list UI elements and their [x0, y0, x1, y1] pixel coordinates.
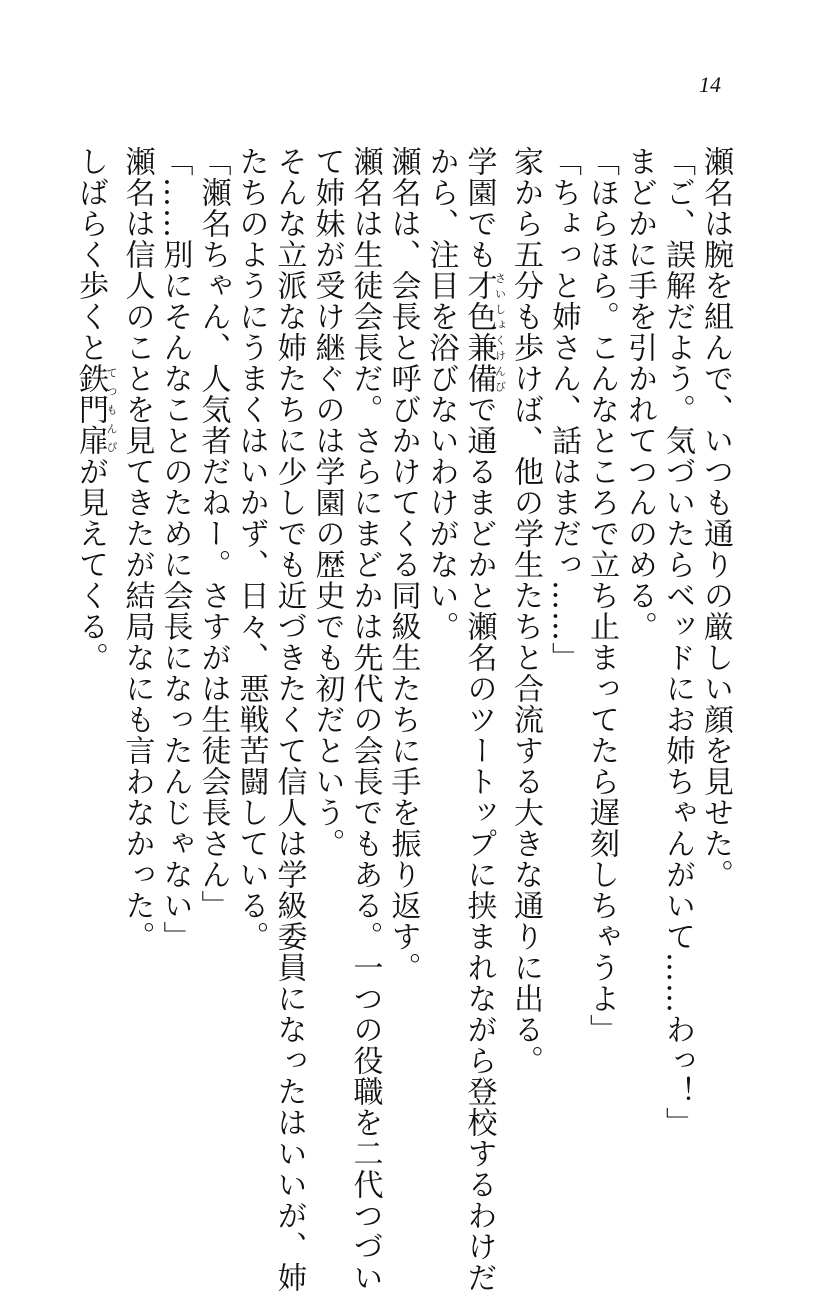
page-number: 14 — [699, 72, 721, 97]
text-line: 「瀬名ちゃん、人気者だねー。さすがは生徒会長さん」 — [195, 146, 231, 921]
text-line: 「ほらほら。こんなところで立ち止まってたら遅刻しちゃうよ」 — [584, 146, 619, 1045]
text-line: 家から五分も歩けば、他の学生たちと合流する大きな通りに出る。 — [508, 146, 543, 1076]
ruby-annotation — [461, 270, 507, 394]
text-line: 瀬名は、会長と呼びかけてくる同級生たちに手を振り返す。 — [385, 146, 421, 983]
text-line: 瀬名は腕を組んで、いつも通りの厳しい顔を見せた。 — [698, 146, 733, 890]
text-line: 「ちょっと姉さん、話はまだっ……」 — [546, 146, 581, 673]
text-line: 瀬名は生徒会長だ。さらにまどかは先代の会長でもある。一つの役職を二代つづい — [347, 146, 383, 1293]
text-segment: で通るまどかと瀬名のツートップに挟まれながら登校するわけだ — [461, 394, 497, 1293]
text-line: そんな立派な姉たちに少しでも近づきたくて信人は学級委員になったはいいが、姉 — [271, 146, 307, 1293]
text-line-with-ruby — [71, 146, 118, 1126]
text-line: まどかに手を引かれてつんのめる。 — [622, 146, 657, 642]
text-line: 瀬名は信人のことを見てきたが結局なにも言わなかった。 — [119, 146, 155, 952]
text-segment: が見えてくる。 — [73, 456, 108, 673]
text-line: から、注目を浴びないわけがない。 — [423, 146, 459, 642]
text-line: 「ご、誤解だよう。気づいたらベッドにお姉ちゃんがいて……わっ！」 — [660, 146, 695, 1138]
text-line-with-ruby — [460, 146, 507, 1293]
ruby-reading: さいしょくけんび — [493, 270, 507, 394]
ruby-annotation — [73, 363, 118, 456]
vertical-text-body — [71, 146, 734, 1293]
text-segment: しばらく歩くと — [73, 146, 108, 363]
ruby-base: 鉄門扉 — [73, 363, 108, 456]
ruby-base: 才色兼備 — [461, 270, 497, 394]
text-segment: 学園でも — [461, 146, 497, 270]
text-line: たちのようにうまくはいかず、日々、悪戦苦闘している。 — [233, 146, 269, 952]
text-line: 「……別にそんなことのために会長になったんじゃない」 — [157, 146, 193, 952]
ruby-reading: てつもんぴ — [105, 363, 118, 456]
text-line: て姉妹が受け継ぐのは学園の歴史でも初だという。 — [309, 146, 345, 859]
